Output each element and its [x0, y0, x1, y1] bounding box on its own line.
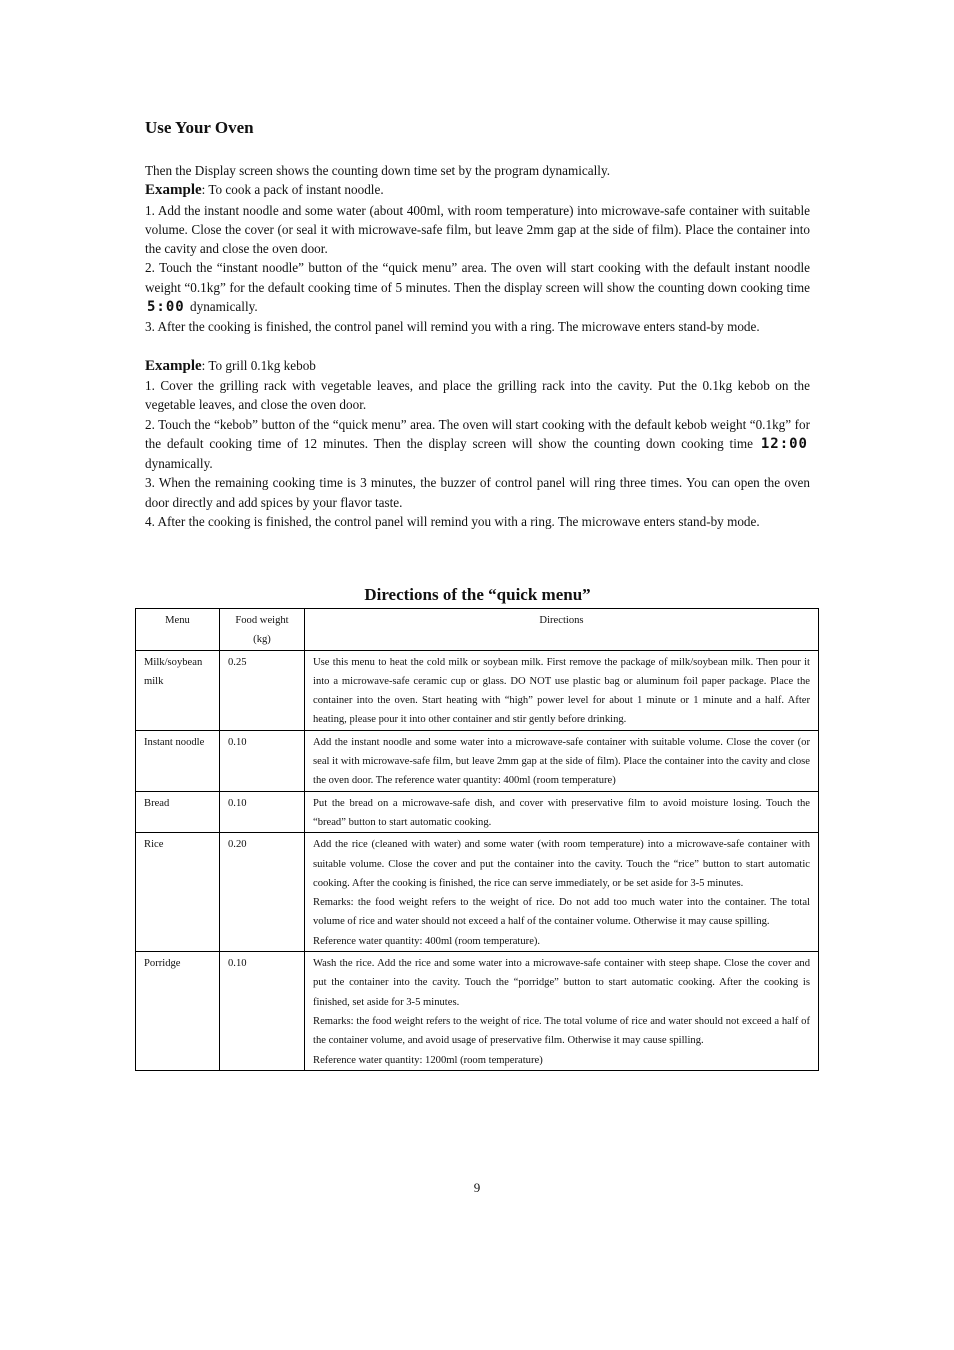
body-text	[145, 161, 810, 531]
intro-paragraph: Then the Display screen shows the counting down time set by the program dynamically.	[145, 163, 610, 178]
header-directions: Directions	[305, 609, 819, 651]
table-header-row	[136, 609, 819, 651]
example2-header	[145, 356, 810, 376]
food-weight-cell: 0.25	[220, 650, 305, 730]
menu-cell: Bread	[136, 791, 220, 833]
directions-paragraph: Add the instant noodle and some water into a microwave-safe container with suitable volume. Close the cover (or seal it with microwave-safe film, but leave 2mm gap at the side of film). Place the container into the cavity and close the oven door. The reference water quantity: 400ml (room temperature)	[313, 736, 810, 787]
example2-label: Example	[145, 357, 202, 374]
example1-step2-text: 2. Touch the “instant noodle” button of the “quick menu” area. The oven will start cooking with the default instant noodle weight “0.1kg” for the default cooking time of 5 minutes. Then the display screen will show the counting down cooking time	[145, 260, 810, 295]
quick-menu-table	[135, 608, 819, 1071]
food-weight-cell: 0.20	[220, 833, 305, 952]
menu-cell: Instant noodle	[136, 730, 220, 791]
menu-cell: Milk/soybean milk	[136, 650, 220, 730]
example1-step2-tail: dynamically.	[186, 299, 258, 315]
table-row	[136, 952, 819, 1071]
menu-cell: Porridge	[136, 952, 220, 1071]
table-row	[136, 791, 819, 833]
header-menu: Menu	[136, 609, 220, 651]
example2-step3: 3. When the remaining cooking time is 3 minutes, the buzzer of control panel will ring three times. You can open the oven door directly and add spices by your flavor taste.	[145, 475, 810, 510]
directions-paragraph: Add the rice (cleaned with water) and some water (with room temperature) into a microwave-safe container with suitable volume. Close the cover and put the container into the cavity. Touch the “rice” button to start automatic cooking. After the cooking is finished, the rice can serve immediately, or be set aside for 3-5 minutes.	[313, 839, 810, 889]
menu-cell: Rice	[136, 833, 220, 952]
example1-label: Example	[145, 182, 202, 199]
food-weight-cell: 0.10	[220, 952, 305, 1071]
table-row	[136, 833, 819, 952]
header-food-weight: Food weight (kg)	[220, 609, 305, 651]
example1-header	[145, 180, 810, 200]
example2-step1: 1. Cover the grilling rack with vegetable leaves, and place the grilling rack into the cavity. Put the 0.1kg kebob on the vegetable leaves, and close the oven door.	[145, 377, 810, 413]
directions-paragraph: Put the bread on a microwave-safe dish, and cover with preservative film to avoid moisture losing. Touch the “bread” button to start automatic cooking.	[313, 797, 810, 828]
directions-paragraph: Remarks: the food weight refers to the weight of rice. Do not add too much water into the container. The total volume of rice and water should not exceed a half of the container volume. Otherwise it may cause spilling.	[313, 897, 810, 928]
example1-step1: 1. Add the instant noodle and some water (about 400ml, with room temperature) into microwave-safe container with suitable volume. Close the cover (or seal it with microwave-safe film, but leave 2mm gap at the side of film). Place the container into the cavity and close the oven door.	[145, 202, 810, 257]
page-number: 9	[473, 1180, 481, 1195]
directions-paragraph: Remarks: the food weight refers to the weight of rice. The total volume of rice and water should not exceed a half of the container volume, and avoid usage of preservative film. Otherwise it may cause spilling.	[313, 1015, 810, 1047]
table-row	[136, 730, 819, 791]
example2-title: : To grill 0.1kg kebob	[201, 357, 316, 373]
example1-step3: 3. After the cooking is finished, the control panel will remind you with a ring. The microwave enters stand-by mode.	[145, 319, 760, 335]
example2-step2	[145, 415, 810, 474]
display-readout-5-00: 5:00	[147, 299, 185, 316]
table-row	[136, 650, 819, 730]
directions-paragraph: Reference water quantity: 1200ml (room temperature)	[313, 1054, 543, 1066]
example1-step2	[145, 258, 810, 317]
table-body	[136, 650, 819, 1070]
example1-title: : To cook a pack of instant noodle.	[201, 182, 384, 198]
directions-paragraph: Wash the rice. Add the rice and some water into a microwave-safe container with steep shape. Close the cover and put the container into the cavity. Touch the “porridge” button to start automatic cooking. After the cooking is finished, set aside for 3-5 minutes.	[313, 958, 810, 1008]
directions-cell	[305, 791, 819, 833]
directions-cell	[305, 952, 819, 1071]
directions-cell	[305, 730, 819, 791]
display-readout-12-00: 12:00	[760, 435, 808, 452]
directions-paragraph: Use this menu to heat the cold milk or soybean milk. First remove the package of milk/soybean milk. Then pour it into a microwave-safe ceramic cup or glass. DO NOT use plastic bag or aluminum foil paper package. Place the container into the oven. Start heating with “high” power level for about 1 minute or 1 minute and a half. After heating, please pour it into other container and stir gently before drinking.	[313, 656, 810, 726]
directions-cell	[305, 833, 819, 952]
table-title: Directions of the “quick menu”	[364, 585, 591, 604]
example2-step2-text: 2. Touch the “kebob” button of the “quick menu” area. The oven will start cooking with the default kebob weight “0.1kg” for the default cooking time of 12 minutes. Then the display screen will show the counting down cooking time	[145, 416, 810, 451]
directions-cell	[305, 650, 819, 730]
example2-step4: 4. After the cooking is finished, the control panel will remind you with a ring. The microwave enters stand-by mode.	[145, 514, 760, 530]
section-heading: Use Your Oven	[145, 118, 254, 137]
directions-paragraph: Reference water quantity: 400ml (room temperature).	[313, 935, 541, 947]
food-weight-cell: 0.10	[220, 730, 305, 791]
food-weight-cell: 0.10	[220, 791, 305, 833]
example2-step2-tail: dynamically.	[145, 456, 213, 472]
